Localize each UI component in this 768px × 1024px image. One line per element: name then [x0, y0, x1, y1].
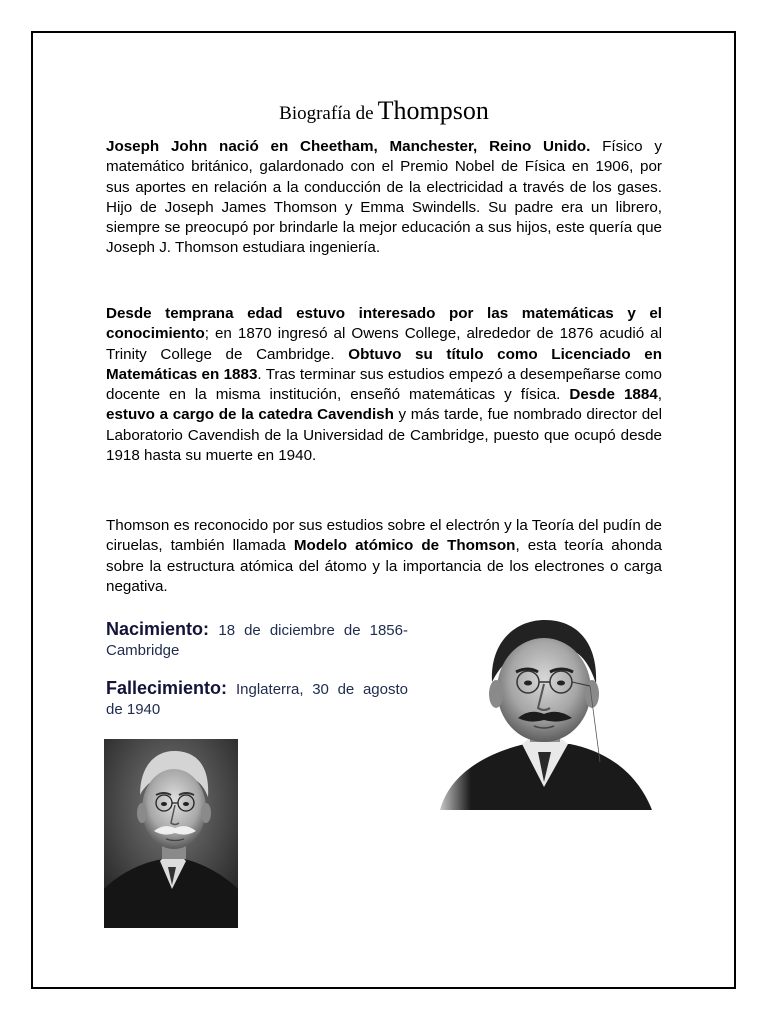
portrait-large-illustration	[430, 612, 657, 810]
portrait-photo-small	[104, 739, 238, 928]
birth-fact	[106, 619, 408, 661]
paragraph-education	[106, 304, 662, 466]
text: ; en 1870 ingresó al Owens College, alrededor de 1876 acudió al Trinity College de Cambridge.	[106, 325, 662, 363]
text: ,	[657, 386, 662, 404]
text: , esta teoría ahonda sobre la estructura atómica del átomo y la importancia de los electrones o carga negativa.	[106, 537, 662, 595]
portrait-small-illustration	[104, 739, 238, 928]
text: Físico y matemático británico, galardonado con el Premio Nobel de Física en 1906, por sus aportes en relación a la conducción de la electricidad a través de los gases. Hijo de Joseph James Thomson y Emma Swindells. Su padre era un librero, siempre se preocupó por brindarle la mejor educación a sus hijos, este quería que Joseph J. Thomson estudiara ingeniería.	[106, 138, 662, 257]
title-name: Thompson	[377, 96, 489, 125]
death-label: Fallecimiento:	[106, 678, 228, 698]
bold-text: Modelo atómico de Thomson	[293, 537, 516, 555]
death-fact	[106, 678, 408, 720]
bold-text: Desde temprana edad estuvo interesado por las matemáticas y el conocimiento	[106, 305, 662, 343]
birth-value: 18 de diciembre de 1856-Cambridge	[106, 622, 408, 659]
birth-label: Nacimiento:	[106, 619, 210, 639]
page-title	[0, 96, 768, 126]
text: . Tras terminar sus estudios empezó a desempeñarse como docente en la misma institución, enseñó matemáticas y física.	[106, 365, 663, 404]
bold-text: estuvo a cargo de la catedra Cavendish	[106, 406, 394, 424]
text: y más tarde, fue nombrado director del Laboratorio Cavendish de la Universidad de Cambridge, puesto que ocupó desde 1918 hasta su muerte en 1940.	[106, 406, 662, 465]
paragraph-early-life	[106, 137, 662, 259]
death-value: Inglaterra, 30 de agosto de 1940	[106, 681, 408, 718]
portrait-photo-large	[430, 612, 657, 810]
bold-text: Desde 1884	[569, 386, 658, 404]
title-prefix: Biografía de	[279, 103, 374, 124]
text: Thomson es reconocido por sus estudios sobre el electrón y la Teoría del pudín de ciruelas, también llamada	[106, 517, 662, 555]
paragraph-atomic-model	[106, 516, 662, 597]
bold-text: Obtuvo su título como Licenciado en Matemáticas en 1883	[106, 345, 662, 383]
bold-text: Joseph John nació en Cheetham, Manchester, Reino Unido.	[106, 138, 591, 155]
